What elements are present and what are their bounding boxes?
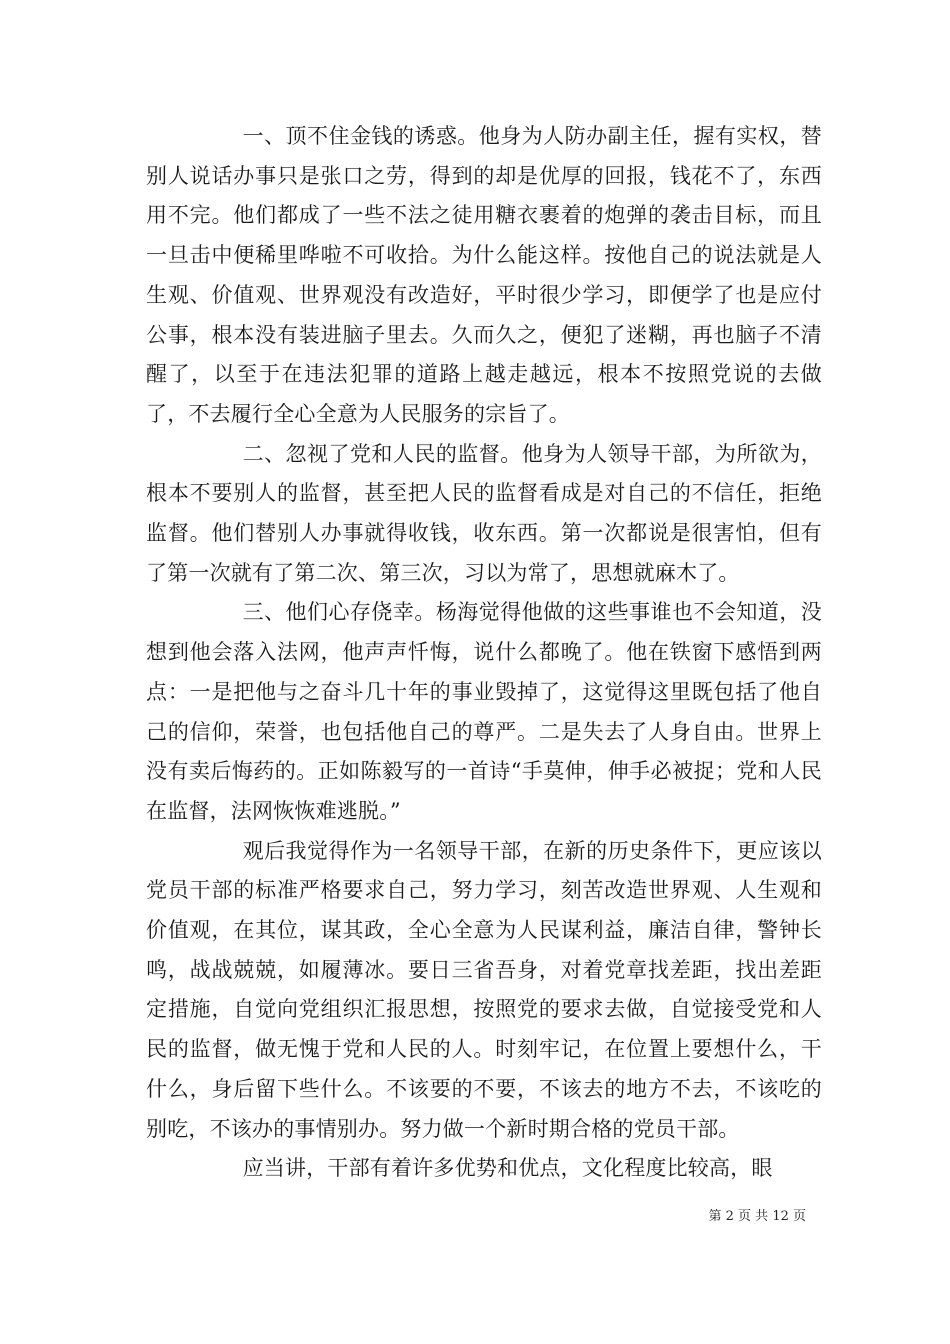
- page-number-footer: 第 2 页 共 12 页: [708, 1209, 806, 1224]
- paragraph-1: 一、顶不住金钱的诱惑。他身为人防办副主任，握有实权，替别人说话办事只是张口之劳，得到的却是优厚的回报，钱花不了，东西用不完。他们都成了一些不法之徒用糖衣裹着的炮弹的袭击目标，而且一旦击中便稀里哗啦不可收拾。为什么能这样。按他自己的说法就是人生观、价值观、世界观没有改造好，平时很少学习，即便学了也是应付公事，根本没有装进脑子里去。久而久之，便犯了迷糊，再也脑子不清醒了，以至于在违法犯罪的道路上越走越远，根本不按照党说的去做了，不去履行全心全意为人民服务的宗旨了。: [146, 124, 822, 426]
- paragraph-4: 观后我觉得作为一名领导干部，在新的历史条件下，更应该以党员干部的标准严格要求自己，努力学习，刻苦改造世界观、人生观和价值观，在其位，谋其政，全心全意为人民谋利益，廉洁自律，警钟长鸣，战战兢兢，如履薄冰。要日三省吾身，对着党章找差距，找出差距定措施，自觉向党组织汇报思想，按照党的要求去做，自觉接受党和人民的监督，做无愧于党和人民的人。时刻牢记，在位置上要想什么，干什么，身后留下些什么。不该要的不要，不该去的地方不去，不该吃的别吃，不该办的事情别办。努力做一个新时期合格的党员干部。: [146, 838, 822, 1141]
- paragraph-5: 应当讲，干部有着许多优势和优点，文化程度比较高，眼: [242, 1156, 773, 1181]
- paragraph-3: 三、他们心存侥幸。杨海觉得他做的这些事谁也不会知道，没想到他会落入法网，他声声忏悔，说什么都晚了。他在铁窗下感悟到两点：一是把他与之奋斗几十年的事业毁掉了，这觉得这里既包括了他自己的信仰，荣誉，也包括他自己的尊严。二是失去了人身自由。世界上没有卖后悔药的。正如陈毅写的一首诗“手莫伸，伸手必被捉；党和人民在监督，法网恢恢难逃脱。”: [146, 600, 822, 823]
- paragraph-2: 二、忽视了党和人民的监督。他身为人领导干部，为所欲为，根本不要别人的监督，甚至把人民的监督看成是对自己的不信任，拒绝监督。他们替别人办事就得收钱，收东西。第一次都说是很害怕，但有了第一次就有了第二次、第三次，习以为常了，思想就麻木了。: [146, 441, 822, 585]
- document-body: [146, 117, 822, 1189]
